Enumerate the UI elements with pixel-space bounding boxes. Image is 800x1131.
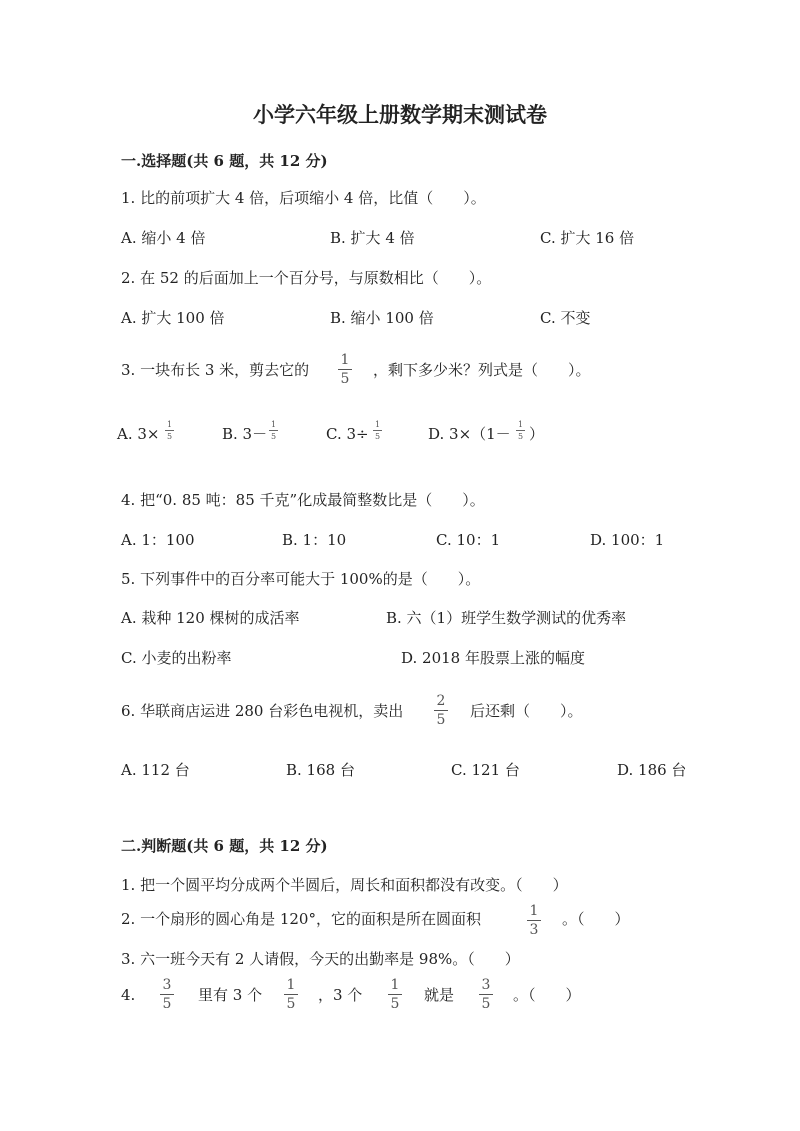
- question-5-stem: 5. 下列事件中的百分率可能大于 100%的是（ ）。: [121, 570, 481, 588]
- question-6-option-b: B. 168 台: [286, 761, 355, 779]
- judgement-4-number: 4.: [121, 986, 136, 1004]
- question-5-option-a: A. 栽种 120 棵树的成活率: [121, 609, 300, 627]
- question-1-option-a: A. 缩小 4 倍: [121, 229, 206, 247]
- fraction-numerator: 1: [166, 420, 173, 429]
- fraction-denominator: 5: [166, 432, 173, 441]
- question-3-option-a: A. 3×: [117, 425, 160, 443]
- fraction-numerator: 2: [436, 693, 446, 709]
- fraction-bar: [160, 994, 174, 995]
- fraction-bar: [284, 994, 298, 995]
- question-3-option-c: C. 3÷: [326, 425, 369, 443]
- fraction-bar: [388, 994, 402, 995]
- question-6-stem-start: 6. 华联商店运进 280 台彩色电视机，卖出: [121, 702, 404, 720]
- question-1-option-c: C. 扩大 16 倍: [540, 229, 635, 247]
- fraction-bar: [434, 710, 448, 711]
- fraction-denominator: 5: [481, 996, 491, 1012]
- judgement-4-fraction-4: [479, 978, 493, 1012]
- question-3-option-d-fraction: [516, 420, 525, 441]
- section-heading-choice: 一.选择题(共 6 题，共 12 分): [121, 152, 328, 170]
- judgement-2-stem-start: 2. 一个扇形的圆心角是 120°，它的面积是所在圆面积: [121, 910, 481, 928]
- question-3-option-b-fraction: [269, 420, 278, 441]
- judgement-4-fraction-1: [160, 978, 174, 1012]
- fraction-numerator: 1: [517, 420, 524, 429]
- fraction-bar: [269, 430, 278, 431]
- judgement-3-stem: 3. 六一班今天有 2 人请假，今天的出勤率是 98%。（ ）: [121, 950, 520, 968]
- question-2-option-a: A. 扩大 100 倍: [121, 309, 225, 327]
- question-6-fraction: [434, 694, 448, 728]
- fraction-denominator: 5: [390, 996, 400, 1012]
- judgement-4-fraction-2: [284, 978, 298, 1012]
- fraction-bar: [373, 430, 382, 431]
- judgement-4-text-4: 。（ ）: [513, 986, 581, 1004]
- question-2-option-b: B. 缩小 100 倍: [330, 309, 434, 327]
- question-4-option-c: C. 10：1: [436, 531, 501, 549]
- fraction-numerator: 1: [270, 420, 277, 429]
- question-3-option-b: B. 3－: [222, 425, 268, 443]
- judgement-4-text-3: 就是: [424, 986, 455, 1004]
- question-5-option-b: B. 六（1）班学生数学测试的优秀率: [386, 609, 627, 627]
- judgement-4-text-2: ，3 个: [318, 986, 363, 1004]
- fraction-denominator: 5: [436, 712, 446, 728]
- question-6-option-a: A. 112 台: [121, 761, 190, 779]
- fraction-numerator: 1: [529, 903, 539, 919]
- question-6-stem-end: 后还剩（ ）。: [470, 702, 583, 720]
- fraction-numerator: 1: [340, 352, 350, 368]
- fraction-denominator: 5: [517, 432, 524, 441]
- question-3-stem-start: 3. 一块布长 3 米，剪去它的: [121, 361, 310, 379]
- question-4-option-b: B. 1：10: [282, 531, 347, 549]
- fraction-numerator: 1: [286, 977, 296, 993]
- question-3-option-c-fraction: [373, 420, 382, 441]
- question-4-option-d: D. 100：1: [590, 531, 665, 549]
- question-2-stem: 2. 在 52 的后面加上一个百分号，与原数相比（ ）。: [121, 269, 492, 287]
- judgement-4-text-1: 里有 3 个: [198, 986, 263, 1004]
- question-1-option-b: B. 扩大 4 倍: [330, 229, 415, 247]
- page-title: 小学六年级上册数学期末测试卷: [253, 102, 547, 127]
- fraction-numerator: 1: [390, 977, 400, 993]
- question-3-stem-end: ，剩下多少米？列式是（ ）。: [373, 361, 591, 379]
- fraction-bar: [479, 994, 493, 995]
- question-1-stem: 1. 比的前项扩大 4 倍，后项缩小 4 倍，比值（ ）。: [121, 189, 486, 207]
- judgement-2-fraction: [527, 904, 541, 938]
- fraction-denominator: 5: [162, 996, 172, 1012]
- question-5-option-c: C. 小麦的出粉率: [121, 649, 232, 667]
- fraction-denominator: 3: [529, 922, 539, 938]
- section-heading-judgement: 二.判断题(共 6 题，共 12 分): [121, 837, 328, 855]
- question-3-fraction: [338, 353, 352, 387]
- fraction-denominator: 5: [286, 996, 296, 1012]
- question-6-option-c: C. 121 台: [451, 761, 520, 779]
- fraction-numerator: 3: [162, 977, 172, 993]
- question-4-option-a: A. 1：100: [121, 531, 195, 549]
- fraction-numerator: 1: [374, 420, 381, 429]
- fraction-bar: [165, 430, 174, 431]
- judgement-4-fraction-3: [388, 978, 402, 1012]
- fraction-bar: [338, 369, 352, 370]
- question-5-option-d: D. 2018 年股票上涨的幅度: [401, 649, 585, 667]
- judgement-2-stem-end: 。（ ）: [562, 910, 630, 928]
- fraction-bar: [527, 920, 541, 921]
- question-3-option-a-fraction: [165, 420, 174, 441]
- question-4-stem: 4. 把“0. 85 吨：85 千克”化成最简整数比是（ ）。: [121, 491, 485, 509]
- fraction-bar: [516, 430, 525, 431]
- fraction-denominator: 5: [374, 432, 381, 441]
- fraction-numerator: 3: [481, 977, 491, 993]
- fraction-denominator: 5: [270, 432, 277, 441]
- question-3-option-d-start: D. 3×（1－: [428, 425, 511, 443]
- question-2-option-c: C. 不变: [540, 309, 591, 327]
- question-3-option-d-end: ）: [529, 425, 545, 443]
- judgement-1-stem: 1. 把一个圆平均分成两个半圆后，周长和面积都没有改变。（ ）: [121, 876, 568, 894]
- question-6-option-d: D. 186 台: [617, 761, 687, 779]
- fraction-denominator: 5: [340, 371, 350, 387]
